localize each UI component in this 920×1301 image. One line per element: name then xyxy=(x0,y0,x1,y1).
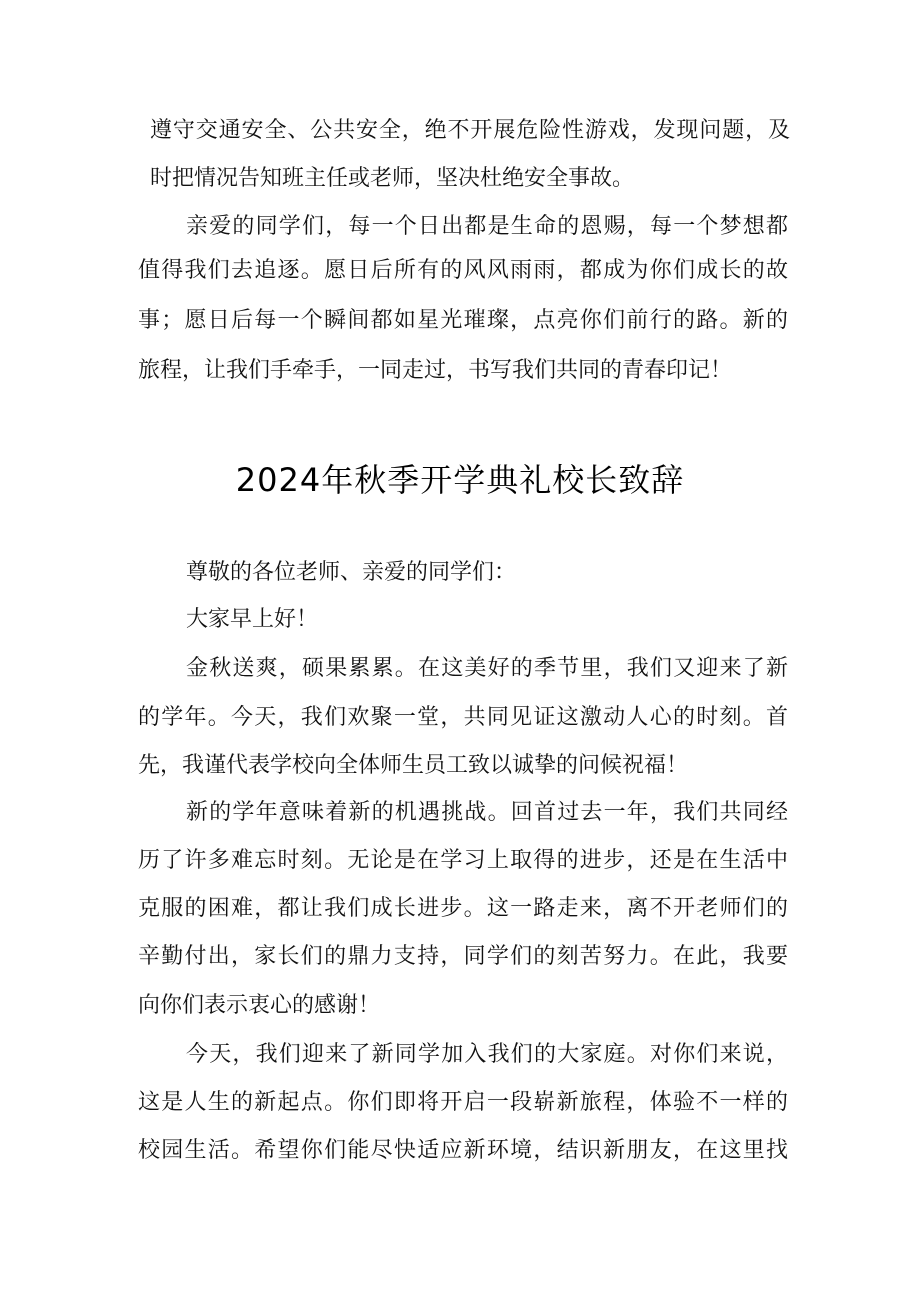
paragraph-3-line-1: 今天，我们迎来了新同学加入我们的大家庭。对你们来说， xyxy=(186,1042,788,1067)
paragraph-2-line-3: 克服的困难，都让我们成长进步。这一路走来，离不开老师们的 xyxy=(138,896,788,921)
paragraph-3-line-3: 校园生活。希望你们能尽快适应新环境，结识新朋友，在这里找 xyxy=(138,1138,788,1163)
paragraph-3-line-2: 这是人生的新起点。你们即将开启一段崭新旅程，体验不一样的 xyxy=(138,1090,788,1115)
closing-line-2: 值得我们去追逐。愿日后所有的风风雨雨，都成为你们成长的故 xyxy=(138,258,788,283)
fragment-line-1: 遵守交通安全、公共安全，绝不开展危险性游戏，发现问题，及 xyxy=(150,118,790,143)
closing-line-4: 旅程，让我们手牵手，一同走过，书写我们共同的青春印记！ xyxy=(138,358,733,383)
paragraph-2-line-2: 历了许多难忘时刻。无论是在学习上取得的进步，还是在生活中 xyxy=(138,848,788,873)
fragment-line-2: 时把情况告知班主任或老师，坚决杜绝安全事故。 xyxy=(150,166,635,191)
greeting: 大家早上好！ xyxy=(186,607,319,632)
paragraph-2-line-4: 辛勤付出，家长们的鼎力支持，同学们的刻苦努力。在此，我要 xyxy=(138,944,788,969)
document-title: 2024年秋季开学典礼校长致辞 xyxy=(235,461,685,499)
paragraph-1-line-2: 的学年。今天，我们欢聚一堂，共同见证这激动人心的时刻。首 xyxy=(138,705,788,730)
salutation: 尊敬的各位老师、亲爱的同学们： xyxy=(186,560,517,585)
paragraph-1-line-1: 金秋送爽，硕果累累。在这美好的季节里，我们又迎来了新 xyxy=(186,656,788,681)
closing-line-1: 亲爱的同学们，每一个日出都是生命的恩赐，每一个梦想都 xyxy=(186,214,788,239)
paragraph-1-line-3: 先，我谨代表学校向全体师生员工致以诚挚的问候祝福！ xyxy=(138,753,689,778)
paragraph-2-line-1: 新的学年意味着新的机遇挑战。回首过去一年，我们共同经 xyxy=(186,800,788,825)
closing-line-3: 事；愿日后每一个瞬间都如星光璀璨，点亮你们前行的路。新的 xyxy=(138,308,788,333)
paragraph-2-line-5: 向你们表示衷心的感谢！ xyxy=(138,993,381,1018)
